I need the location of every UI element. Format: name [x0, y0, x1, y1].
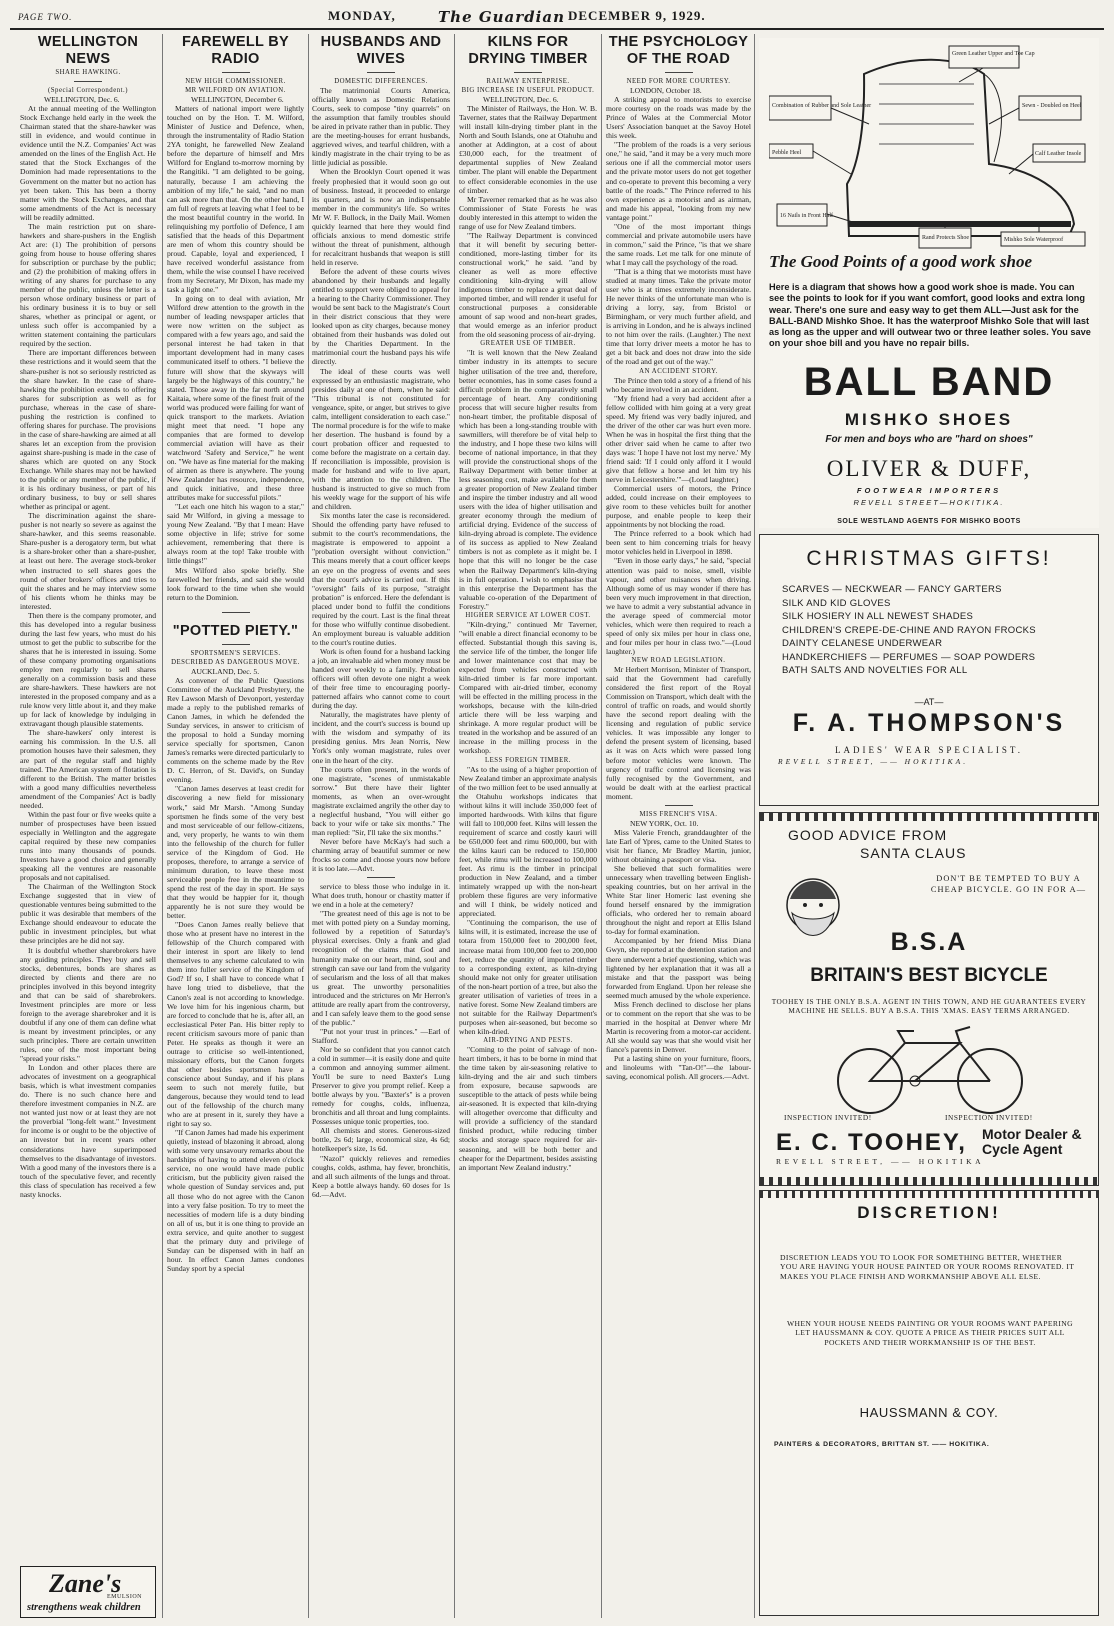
discretion-ad [759, 1190, 1099, 1616]
subheading: AIR-DRYING AND PESTS. [483, 1036, 573, 1044]
subheading: AN ACCIDENT STORY. [639, 367, 718, 375]
headline: WELLINGTON NEWS [37, 34, 139, 67]
paragraph: "The greatest need of this age is not to be met with potted piety on a Sunday morning, followed by a repetition of Saturday's physical exercises. Only a frank and glad recognition of the claims that God and humanity make on our heart, mind, soul and strength can save our land from the vulgarity of secularism and the loss of all that makes us great. The unworthy personalities introduced and the strictures on Mr Herron's attitude are really apart from the controversy, and I can safely leave them to the good sense of the public." [312, 909, 450, 1027]
subheading: NEED FOR MORE COURTESY. [626, 78, 731, 85]
subheading: GREATER USE OF TIMBER. [480, 340, 576, 348]
paragraph: "Canon James deserves at least credit for discovering a new field for missionary work," said Mr Marsh. "Among Sunday sportsmen he finds some of the very best and most serviceable of our fellow-citizens, and, very properly, he wants to win them into the fellowship of the church for fuller service of the Kingdom of God. He proposes, therefore, to arrange a service of minimum duration, to leave these most serviceable people free in the meantime to spend the rest of the day in sport. He says that they would be happier for it, though apparently he is not sure they would be better. [167, 784, 304, 921]
masthead-day: MONDAY, [328, 8, 396, 23]
paragraph: Before the advent of these courts wives abandoned by their husbands and legally entitled to support were obliged to appeal for a hearing to the Charity Commissioner. They would be sent back to the Magistrate's Court in their district conscious that they were looked upon as city charges, because money obtained from their husbands was doled out by the Charities Department. In the matrimonial court the husband pays his wife directly. [312, 266, 450, 367]
paragraph: The Prince then told a story of a friend of his who became involved in an accident. [606, 375, 751, 394]
shoe-label: Green Leather Upper and Toe Cap [952, 51, 1035, 57]
paragraph: The ideal of these courts was well expressed by an enthusiastic magistrate, who presides daily at one of them, when he said: "This tribunal is not constituted for vengeance, spite, or anger, but strives to give calm, intelligent consideration to each case." The normal procedure is for the wife to make her desertion. The husband is found by a court probation officer and requested to come before the magistrate on a certain day. If reconciliation is impossible, provision is made for husband and wife to live apart, with the attention to the children. The husband is instructed to give so much from his weekly wage for the support of his wife and children. [312, 366, 450, 512]
shoe-label: Mishko Sole Waterproof [1004, 237, 1064, 243]
divider [74, 81, 102, 82]
column-rule [454, 34, 455, 1618]
paragraph: "One of the most important things commercial and private automobile users have in common," said the Prince, "is that we share the same roads. Let me talk for one minute of what I may call the psychology of the road. [606, 221, 751, 267]
paragraph: Then there is the company promoter, and this has developed into a regular business during the last few years, who must do his utmost to get the public to subscribe for the shares that he is interested in issuing. Some of these company promoting organisations employ men regularly to sell shares generally on a commission basis and these are share-hawkers. These hawkers are not interested in the proposed company and as a rule know very little about it, and they make up for lack of knowledge by indulging in extravagant though plausible statements. [20, 610, 156, 729]
list-item: HANDKERCHIEFS — PERFUMES — SOAP POWDERS [782, 651, 1036, 663]
shoe-diagram-illustration [769, 44, 1089, 249]
list-item: SCARVES — NECKWEAR — FANCY GARTERS [782, 584, 1002, 595]
discretion-heading: DISCRETION! [857, 1203, 1001, 1222]
paragraph: "Even in those early days," he said, "special attention was paid to noise, smell, visible vapour, and other nuisances when driving. Although some of us may wonder if there has been very much improvement in that direction, we have to admit a very substantial advance in the average speed of commercial motor vehicles, which were then required to reach a speed of only six miles per hour in class one, and four miles per hour in class two."—(Loud laughter.) [606, 556, 751, 656]
subheading: SHARE HAWKING. [55, 69, 121, 76]
paragraph: "It is well known that the New Zealand timber industry in its attempts to secure higher utilisation of the tree and, therefore, better economies, has in some cases found a difficult problem in the comparatively small percentage of heart. Any conditioning process that will secure higher results from non-heart timber, the profitable disposal of which has been a long-standing trouble with sawmillers, will therefore be of vital help to the industry, and I hope these two kilns will become of national importance, in that they will provide the constructional shops of the Railway Department with better timber at less seasoning cost, make available for them a greater proportion of New Zealand timber and inspire the timber industry and all wood users with the idea of higher utilisation and greater economy through the medium of artificial drying. Evidence of the success of kiln-drying abroad is complete. The evidence of its success as applied to New Zealand timbers is not as complete as it might be. I hope that this will no longer be the case when the Railway Department's kiln-drying is in full operation. I wish to emphasise that in this enterprise the Department has the valuable co-operation of the Department of Forestry." [459, 348, 597, 611]
shoe-label: Combination of Rubber and Sole Leather [772, 103, 872, 109]
subheading: DESCRIBED AS DANGEROUS MOVE. [171, 658, 300, 666]
article-kilns-for-drying-timber [459, 34, 597, 1618]
haussmann-address: PAINTERS & DECORATORS, BRITTAN ST. —— HOKITIKA. [774, 1441, 990, 1448]
haussmann-name: HAUSSMANN & COY. [859, 1405, 999, 1420]
shoe-label: Calf Leather Insole [1035, 151, 1082, 157]
ball-band-logo: BALL BAND [803, 360, 1055, 404]
article-wellington-news [20, 34, 156, 1618]
santa-advice: DON'T BE TEMPTED TO BUY A CHEAP BICYCLE. GO IN FOR A— [930, 874, 1087, 894]
thompsons-address: REVELL STREET, —— HOKITIKA. [778, 757, 969, 766]
paragraph: When the Brooklyn Court opened it was freely prophesied that it would soon go out of business. Instead, it proceeded to enlarge its quarters, and is now an indispensable member in the community's life. So writes Mr W. F. Bullock, in the Daily Mail. Women quickly learned that here they would find officials anxious to mend domestic strife without the threat of punishment, although for recalcitrant husbands that weapon is still held in reserve. [312, 167, 450, 267]
column-rule [754, 34, 755, 1618]
decorative-border [760, 813, 1098, 821]
subheading: MISS FRENCH'S VISA. [639, 810, 718, 818]
paragraph: Naturally, the magistrates have plenty of incident, and the court's success is bound up with the wisdom and sympathy of its presiding genius. Mrs Jean Norris, New York's only woman magistrate, rules over one in the heart of the city. [312, 710, 450, 765]
paragraph: The matrimonial Courts America, officially known as Domestic Relations Courts, seek to compose "tiny quarrels" on the assumption that family troubles should be aired in private rather than in public. They are the meeting-houses for errant husbands, aggrieved wives, and tearful children, with a kindly magistrate in the chair trying to be as little judicial as possible. [312, 86, 450, 168]
article-husbands-and-wives [312, 34, 450, 1618]
subheading: MR WILFORD ON AVIATION. [185, 87, 286, 95]
dateline: LONDON, October 18. [630, 86, 702, 96]
paragraph: service to bless those who indulge in it. What does truth, honour or chastity matter if we end in a hole at the cemetery? [312, 882, 450, 910]
subheading: RAILWAY ENTERPRISE. [486, 78, 570, 85]
ball-band-shoe-ad [759, 38, 1099, 528]
divider [222, 72, 250, 73]
column-rule [162, 34, 163, 1618]
paragraph: The Minister of Railways, the Hon. W. B. Taverner, states that the Railway Department will install kiln-drying timber plant in the North and South Islands, one at Otahuhu and another at Addington, at a cost of about £30,000 each, for the treatment of departmental supplies of New Zealand timber. The plant will enable the Department to effect considerable economies in the use of timber. [459, 104, 597, 195]
paragraph: "Coming to the point of salvage of non-heart timbers, it has to be borne in mind that the time taken by air-seasoning relative to kiln-drying and the air and such timbers from exposure, because sapwoods are susceptible to the attack of pests while being air-seasoned. It is expected that kiln-drying will altogether overcome that difficulty and will provide a sufficiency of the standard finished product, while reducing timber stocks and storage space required for air-seasoning, and will be both better and cheaper for the Department, besides assisting an important New Zealand industry." [459, 1045, 597, 1172]
paragraph: Mr Herbert Morrison, Minister of Transport, said that the Government had carefully considered the first report of the Royal Commission on Transport, which dealt with the control of traffic on roads, and would shortly have the second report dealing with the licensing and regulation of public service vehicles. It was impossible any longer to defend the present system of licensing, based as it was on Acts which were passed long before motor vehicles were known. The urgency of traffic control and licensing was fully recognised by the Government, and would be dealt with at the earliest practical moment. [606, 665, 751, 801]
paragraph: Within the past four or five weeks quite a number of prospectuses have been issued especially in Wellington and the aggregate capital required by these new companies runs into many thousands of pounds. Investors have a good choice and generally speaking all the ventures are reasonable proposals and not capitalised. [20, 809, 156, 883]
headline: HUSBANDS AND WIVES [320, 34, 442, 67]
subheading: LESS FOREIGN TIMBER. [485, 756, 571, 764]
bsa-bicycle-ad [759, 812, 1099, 1186]
paragraph: The discrimination against the share-pusher is not nearly so severe as against the share-hawker, and this seems reasonable. Share-pusher is a derogatory term, but what is a share-broker other than a share-pusher, at least out here. The average stock-broker when instructed to sell shares goes the round of other brokers' offices and tries to quit the shares and he may interview some of his clients whom he thinks may be interested. [20, 511, 156, 611]
page-number: PAGE TWO. [18, 12, 73, 22]
toohey-agent-text: TOOHEY IS THE ONLY B.S.A. AGENT IN THIS TOWN, AND HE GUARANTEES EVERY MACHINE HE SELLS. BUY A B.S.A. THIS 'XMAS. EASY TERMS ARRANGED. [771, 997, 1087, 1016]
bicycle-illustration [830, 1023, 1030, 1118]
subheading: NEW HIGH COMMISSIONER. [185, 78, 286, 85]
oliver-duff-name: OLIVER & DUFF, [826, 456, 1032, 481]
divider [222, 644, 250, 645]
headline: KILNS FOR DRYING TIMBER [468, 34, 588, 67]
gift-list [782, 583, 1036, 678]
paragraph: As convener of the Public Questions Committee of the Auckland Presbytery, the Rev Lawson Marsh of Devonport, yesterday made a reply to the published remarks of Canon James, in which he defended the Sunday services, in answer to criticism of the proposal to hold a Sunday morning service specially for sportsmen, Canon James's remarks were directed particularly to comments on the scheme made by the Rev D. C. Herron, of St. David's, on Sunday evening. [167, 675, 304, 785]
discretion-paragraph: DISCRETION LEADS YOU TO LOOK FOR SOMETHING BETTER, WHETHER YOU ARE HAVING YOUR HOUSE PAINTED OR YOUR ROOMS RENOVATED. IT MAKES YOU PLACE FINISH AND WORKMANSHIP ABOVE ALL ELSE. [780, 1253, 1075, 1281]
shoe-ad-body: Here is a diagram that shows how a good work shoe is made. You can see the points to look for if you want comfort, good looks and extra long wear. There's one sure and easy way to get them ALL—Just ask for the BALL-BAND Mishko Shoe. It has the waterproof Mishko Sole that will last as long as the upper and will outwear two or three leather soles. You save on your shoe bill and you have no repair bills. [769, 282, 1091, 349]
christmas-gifts-heading: CHRISTMAS GIFTS! [806, 547, 1052, 570]
sole-agents: SOLE WESTLAND AGENTS FOR MISHKO BOOTS [837, 518, 1021, 525]
headline: THE PSYCHOLOGY OF THE ROAD [608, 34, 749, 67]
divider [665, 72, 693, 73]
paragraph: Mr Taverner remarked that as he was also Commissioner of State Forests he was doubly interested in this attempt to widen the range of use for New Zealand timbers. [459, 194, 597, 231]
paragraph: "My friend had a very bad accident after a fellow collided with him going at a very great speed. My friend was very badly injured, and the driver of the other car was hurt even more. When he was in hospital the first thing that the other driver said when he came to after two days was: 'I hope I have not lost my nerve.' My friend said: 'If I could only afford it I would give that fellow a horse and let him try his nerve in Leicestershire.'"—(Loud laughter.) [606, 393, 751, 485]
mishko-shoes-label: MISHKO SHOES [844, 410, 1014, 429]
shoe-ad-headline: The Good Points of a good work shoe [769, 252, 1033, 271]
list-item: SILK AND KID GLOVES [782, 597, 891, 609]
paragraph: "That is a thing that we motorists must have studied at many times. Take the private motor user who is at times extremely inconsiderate. He never thinks of the unfortunate man who is driving a lorry, say, from Bristol or Birmingham, or very much further afield, and is arriving in London, and he is always inclined to not him over the rails. (Laughter.) The next time that lorry driver meets a motor he has to get a bit back and does not draw into the side of the road and get out of the way." [606, 266, 751, 367]
paragraph: There are important differences between these restrictions and it would seem that the share-pusher is not so seriously restricted as the share hawker. In the case of share-hawking the prohibition extends to offering shares for subscription as well as for purchase, whereas in the case of share-pushing the restriction is confined to offering shares for purchase. The provisions in the case of share-hawking are aimed at all shares let an exception from the provision against share-pushing is made in the case of shares which are quoted on any Stock Exchange. While shares may not be hawked to the public or any member of the public, if it is his ordinary business, or part of his ordinary business, to buy or sell shares whether as principal or agent. [20, 348, 156, 512]
column-rule [601, 34, 602, 1618]
at-label: —AT— [914, 697, 944, 707]
zanes-sub: EMULSION [107, 1594, 142, 1600]
paragraph: The courts often present, in the words of one magistrate, "scenes of unmistakable sorrow." But there have their lighter moments, as when an over-wrought magistrate exclaimed angrily the other day to a neglectful husband, "You will either go back to your wife or take six months." The man replied: "Sir, I'll take the six months." [312, 764, 450, 837]
santa-claus-heading: SANTA CLAUS [860, 845, 967, 861]
shoe-tagline: For men and boys who are "hard on shoes" [825, 434, 1033, 445]
subheading: DOMESTIC DIFFERENCES. [334, 78, 428, 85]
paragraph: She believed that such formalities were unnecessary when travelling between English-speaking countries, but on her arrival in the White Star liner Homeric last evening she found herself ensnared by the immigration officials, who ordered her to remain aboard throughout the night and report at Ellis Island to-day for formal examination. [606, 864, 751, 937]
paragraph: "Put not your trust in princes." —Earl of Stafford. [312, 1026, 450, 1045]
shoe-label: Rand Protects Shoe [922, 235, 969, 241]
subheading: HIGHER SERVICE AT LOWER COST. [465, 611, 591, 619]
paragraph: "As to the using of a higher proportion of New Zealand timber an approximate analysis of the two million feet to be used annually at the Otahuhu workshops indicates that without kilns it will include 350,000 feet of imported hardwoods. With kilns that figure will fall to 100,000 feet. Kilns will lessen the requirement of scarce and costly kauri will be 650,000 feet and rimu 600,000, but with the kilns kauri can be reduced to 150,000 feet, while rimu will be increased to 100,000 feet. As rimu is the timber in principal production in New Zealand, and a timber intimately wrapped up with the non-heart problem these figures are very informative and will I think, be widely noticed and appreciated. [459, 764, 597, 919]
paragraph: "The problem of the roads is a very serious one," he said, "and it may be a very much more serious one if all the commercial motor users and the private motor users do not get together and co-operate to prevent this becoming a very battle of the roads." The Prince referred to his own experience as a motorist and as airman, and made his appeal, "looking from my new vantage point." [606, 140, 751, 222]
zanes-emulsion-ad [20, 1566, 156, 1618]
shoe-label: 16 Nails in Front Half [780, 213, 833, 219]
decorative-border [760, 1177, 1098, 1185]
headline: FAREWELL BY RADIO [182, 34, 289, 67]
divider [222, 612, 250, 613]
decorative-border [760, 1191, 1098, 1198]
paragraph: In going on to deal with aviation, Mr Wilford drew attention to the growth in the number of leading newspaper articles that were now written on the subject as compared with a few years ago, and said the personal interest he had taken in that important development had in many cases communicated itself to others. "I believe the future will show that the skyways will largely be the highways of this country," he stated. Those away in the far north around Kaitaia, where some of the finest fruit of the world was produced were failing for want of quick transport to the markets. Aviation might meet that need. "I hope any companies that are formed to develop commercial aviation will have as their watchword 'Safety and Service,'" he went on. "We have as fine material for the making of airmen as there is anywhere. The young New Zealander has resource, independence, and quick initiative, and these three attributes make for successful pilots." [167, 294, 304, 503]
paragraph: Miss French declined to disclose her plans or to comment on the report that she was to be married in the hospital at Denver where Mr Martin is recovering from a motor-car accident. All she would say was that she would visit her fiance's parents in Denver. [606, 999, 751, 1054]
inspection-invited-right: INSPECTION INVITED! [945, 1113, 1033, 1122]
headline: "POTTED PIETY." [172, 622, 299, 639]
paragraph: The Chairman of the Wellington Stock Exchange suggested that in view of questionable ventures being submitted to the public it was desirable that members of the Exchange should endeavour to educate the public in investment principles, but what these principles are he did not say. [20, 882, 156, 946]
paragraph: Mrs Wilford also spoke briefly. She farewelled her friends, and said she would look forward to the time when she would return to the Dominion. [167, 565, 304, 602]
shoe-label: Pebble Heel [772, 150, 802, 156]
paragraph: "Does Canon James really believe that those who at present have no interest in the fellowship of the Church compared with their interest in sport are likely to lend themselves to any scheme calculated to win them into fuller service of the Kingdom of God? If so, I shall have to concede what I have long tried to disbelieve, that the Canon's zeal is not according to knowledge. We love him for his ingenious charm, but are forced to conclude that he is, after all, an ecclesiastical Peter Pan. His bitter reply to recent criticism savours more of panic than Peter. He speaks as though it were an outrage to criticise so well-intentioned, missionary efforts, but the Canon forgets that other besides sportsmen have a conscience about Sunday, and if his plans seem to such not merely futile, but dangerous, because they would tend to lead out of the fellowship of the church many who are at present in it, surely they have a right to say so. [167, 920, 304, 1129]
list-item: SILK HOSIERY IN ALL NEWEST SHADES [782, 611, 974, 622]
paragraph: "Continuing the comparison, the use of kilns will, it is estimated, increase the use of totara from 150,000 feet to 200,000 feet, increase matai from 100,000 feet to 200,000 feet, reduce the quantity of imported timber to a corresponding extent, as kiln-drying should make not only for greater utilisation of the non-heart portion of a tree, but also the greater utilisation of varieties of trees in a native forest. Some New Zealand timbers are not suitable for the Railway Department's purposes when air-seasoned, but become so when kiln-dried. [459, 918, 597, 1036]
dateline: AUCKLAND, Dec. 5. [191, 666, 260, 676]
masthead [10, 6, 1104, 30]
toohey-role: Motor Dealer & Cycle Agent [982, 1126, 1082, 1157]
toohey-address: REVELL STREET, —— HOKITIKA [776, 1157, 985, 1166]
article-psychology-of-the-road [606, 34, 751, 1618]
paragraph: Accompanied by her friend Miss Diana Gwyn, she reported at the detention station and there underwent a brief questioning, which was lightened by her explanation that it was all a mistake and that the passport was being forwarded from England. Upon her release she seemed much amused by the whole experience. [606, 936, 751, 1000]
dateline: WELLINGTON, Dec. 6. [44, 95, 120, 105]
paragraph: Matters of national import were lightly touched on by the Hon. T. M. Wilford, Minister of Justice and Defence, when, through the instrumentality of Radio Station 2YA tonight, he farewelled New Zealand before the departure of himself and Mrs Wilford for England to-morrow morning by the Rangitiki. "I am delighted to be going, naturally, because I am achieving the ambition of my life," he said, "and no man can ask more than that. On the other hand, I am full of regrets at leaving what I feel to be the most beautiful country in the world. In relinquishing my portfolio of Defence, I am satisfied that the heads of this Department are men of whom this country should be proud. Capable, loyal and experienced, I have received wonderful assistance from them, while the wise counsel I have received from my Secretary, Mr Dixon, has made my task a light one." [167, 104, 304, 295]
toohey-name: E. C. TOOHEY, [776, 1129, 967, 1156]
zanes-tagline: strengthens weak children [27, 1602, 141, 1613]
paragraph: All chemists and stores. Generous-sized bottle, 2s 6d; large, economical size, 4s 6d; hotelkeeper's size, 1s 6d. [312, 1126, 450, 1154]
paragraph: A striking appeal to motorists to exercise more courtesy on the roads was made by the Prince of Wales at the Commercial Motor Users' Association banquet at the Savoy Hotel this week. [606, 95, 751, 141]
paragraph: Nor be so confident that you cannot catch a cold in summer—it is easily done and quite a common and annoying summer ailment. You'll be sure to need Baxter's Lung Preserver to give you prompt relief. Keep a bottle always by you. "Baxter's" is a proven remedy for coughs, colds, influenza, bronchitis and all throat and lung complaints. Possesses unique tonic properties, too. [312, 1044, 450, 1127]
divider [367, 877, 395, 878]
paragraph: "If Canon James had made his experiment quietly, instead of blazoning it abroad, along with some very unsavoury remarks about the hardships of having to attend eleven o'clock service, no one would have made public criticism, but the publicity given raised the whole question of Sunday services and, put all those who do not agree with the Canon into a very false position. To try to meet the necessities of modern life is a duty binding on all of us, but it is one thing to provide an extra service, and quite another to suggest that the primary duty and privilege of Sunday can be dispensed with in half an hour. In effect Canon James condones Sunday sport by a special [167, 1128, 304, 1273]
christmas-gifts-ad [759, 534, 1099, 806]
paragraph: "Kiln-drying," continued Mr Taverner, "will enable a direct financial economy to be effected. Substantial though this saving is, the service life of the timber, the longer life and lower maintenance cost that may be expected from vehicles constructed with kiln-dried timber is far more important. Compared with air-dried timber, economy will be effected in the milling process in the workshops, because with the kiln-dried article there will be less warping and shrinkage. A more regular product will be treated in the workshop and be assured of an increase in the milling process in the workshop. [459, 619, 597, 756]
inspection-invited-left: INSPECTION INVITED! [784, 1113, 872, 1122]
divider [367, 72, 395, 73]
subheading: NEW ROAD LEGISLATION. [631, 657, 726, 664]
subheading: BIG INCREASE IN USEFUL PRODUCT. [461, 87, 595, 95]
dateline: NEW YORK, Oct. 10. [630, 818, 699, 828]
bsa-logo: B.S.A [890, 928, 968, 956]
subheading: SPORTSMEN'S SERVICES. [190, 649, 281, 657]
divider [665, 805, 693, 806]
divider [514, 72, 542, 73]
paragraph: "The Railway Department is convinced that it will benefit by securing better-conditioned, more-lasting timber for its constructional work," he said. "and by cleaner as well as more effective conditioning kiln-drying will allow indigenous timber to replace a great deal of imported timber, and will render it useful for constructional purposes a considerable amount of sap wood and non-heart grades, that would emerge as an inferior product from the old seasoning process of air-drying. [459, 230, 597, 340]
paragraph: The Prince referred to a book which had been sent to him concerning trials for heavy motor vehicles held in Liverpool in 1898. [606, 529, 751, 557]
footwear-importers: FOOTWEAR IMPORTERS [856, 486, 1002, 495]
paragraph: Miss Valerie French, granddaughter of the late Earl of Ypres, came to the United States to visit her fiance, Mr Bradley Martin, junior, without obtaining a passport or visa. [606, 827, 751, 864]
list-item: BATH SALTS AND NOVELTIES FOR ALL [782, 665, 968, 676]
paragraph: The main restriction put on share-hawkers and share-pushers in the English Act are: (1) The prohibition of persons going from house to house offering shares for subscription or purchase by the public; and (2) the prohibition of making offers in writing of any shares for purchase to any member of the public, unless the letter is a person whose ordinary business or part of his ordinary business it is to buy or sell shares, whether as principal or agent, or unless such offer is accompanied by a written statement containing the particulars required by the section. [20, 221, 156, 349]
paragraph: The share-hawkers' only interest is earning his commission. In the U.S. all promotion houses have their salesmen, they are part of the regular staff and highly trained. The American system of flotation is different to the British. The matter bristles with a good many difficulties nevertheless amendment of the Companies' Act is badly needed. [20, 728, 156, 810]
paragraph: In London and other places there are advocates of investment on a geographical basis, which is what investment companies do. There is no such chance here and therefore investment companies in N.Z. are not wanted just now or at least they are not the proverbial "long-felt want." Investment for income is or ought to be the objective of an investor but in recent years other considerations have superimposed themselves to the disadvantage of investors. With a good many of the investors there is a touch of the speculative fever, and recently this class of speculation has received a few nasty knocks. [20, 1063, 156, 1199]
good-advice-heading: GOOD ADVICE FROM [788, 827, 948, 843]
byline: (Special Correspondent.) [48, 87, 128, 95]
discretion-paragraph: WHEN YOUR HOUSE NEEDS PAINTING OR YOUR ROOMS WANT PAPERING LET HAUSSMANN & COY. QUOTE A PRICE AS THEIR PRICES SUIT ALL POCKETS AND THEIR WORKMANSHIP IS OF THE BEST. [786, 1319, 1074, 1347]
dateline: WELLINGTON, December 6. [191, 95, 284, 105]
shoe-label: Sewn - Doubled on Heel [1022, 103, 1082, 109]
thompsons-name: F. A. THOMPSON'S [792, 709, 1066, 737]
dateline: WELLINGTON, Dec. 6. [483, 95, 559, 105]
britains-best-bicycle: BRITAIN'S BEST BICYCLE [810, 965, 1048, 986]
paragraph: Work is often found for a husband lacking a job, an invaluable aid when money must be handed over weekly to a family. Probation officers will often devote one night a week of their free time to encouraging poorly-patterned affairs who cannot come to court during the day. [312, 646, 450, 711]
list-item: CHILDREN'S CREPE-DE-CHINE AND RAYON FROCKS [782, 624, 1036, 636]
ladies-wear-specialist: LADIES' WEAR SPECIALIST. [834, 745, 1024, 755]
zanes-brand: Zane's [49, 1569, 122, 1598]
paragraph: "Nazol" quickly relieves and remedies coughs, colds, asthma, hay fever, bronchitis, and all such ailments of the lungs and throat. Keep a bottle always handy. 60 doses for 1s 6d.—Advt. [312, 1153, 450, 1199]
paragraph: At the annual meeting of the Wellington Stock Exchange held early in the week the Chairman stated that the share-hawker was still in evidence, and would continue in evidence until the N.Z. Companies' Act was amended on the lines of the English Act. He stated that the Stock Exchanges of the Dominion had made representations to the Government on the matter but no action has yet been taken. This has been a thorny matter with the Stock Exchanges, and that some amendments of the Act is necessary will be readily admitted. [20, 104, 156, 222]
paragraph: Put a lasting shine on your furniture, floors, and linoleums with "Tan-O!"—the labour-saving, economical polish. All grocers.—Advt. [606, 1054, 751, 1082]
paragraph: It is doubtful whether sharebrokers have any guiding principles. They buy and sell stocks, debentures, bonds are shares as directed by clients and there are no principles involved in this beyond integrity and that can be said of sharebrokers. Investment principles are more or less foreign to the average sharebroker and it is doubtful if any one of them can define what is meant by investment principles, or any such principles. There are certain unwritten rules, one of the most important being "spread your risks." [20, 945, 156, 1064]
paragraph: Commercial users of motors, the Prince added, could increase on their employees to give room to these vehicles built for another purpose, and enable people to keep their appointments by not blocking the road. [606, 484, 751, 530]
paragraph: Never before have McKay's had such a charming array of beautiful summer or new frocks so come and choose yours now before it is too late.—Advt. [312, 836, 450, 874]
column-rule [308, 34, 309, 1618]
paragraph: "Let each one hitch his wagon to a star," said Mr Wilford, in giving a message to young New Zealand. "By that I mean: Have some objective in life; strive for some achievement, remembering that there is always room at the top! Take trouble with little things!" [167, 502, 304, 566]
paragraph: Six months later the case is reconsidered. Should the offending party have refused to submit to the court's recommendations, the magistrate is empowered to appoint a "probation oversight without conviction." This means merely that a court officer keeps an eye on the progress of events and sees that the court's advice is carried out. If this "oversight" fails of its purpose, "straight probation" is enforced. Here the defendant is placed under bond to fulfil the conditions required by the court. Last is the final threat for those who wilfully continue disobedient. An employment bureau is valuable addition to the court's routine duties. [312, 511, 450, 647]
masthead-date: DECEMBER 9, 1929. [568, 8, 706, 23]
oliver-duff-address: REVELL STREET—HOKITIKA. [853, 498, 1005, 507]
advertisement-column [757, 34, 1104, 1618]
article-farewell-by-radio [167, 34, 304, 1618]
newspaper-title: The Guardian [438, 8, 565, 26]
list-item: DAINTY CELANESE UNDERWEAR [782, 638, 943, 649]
